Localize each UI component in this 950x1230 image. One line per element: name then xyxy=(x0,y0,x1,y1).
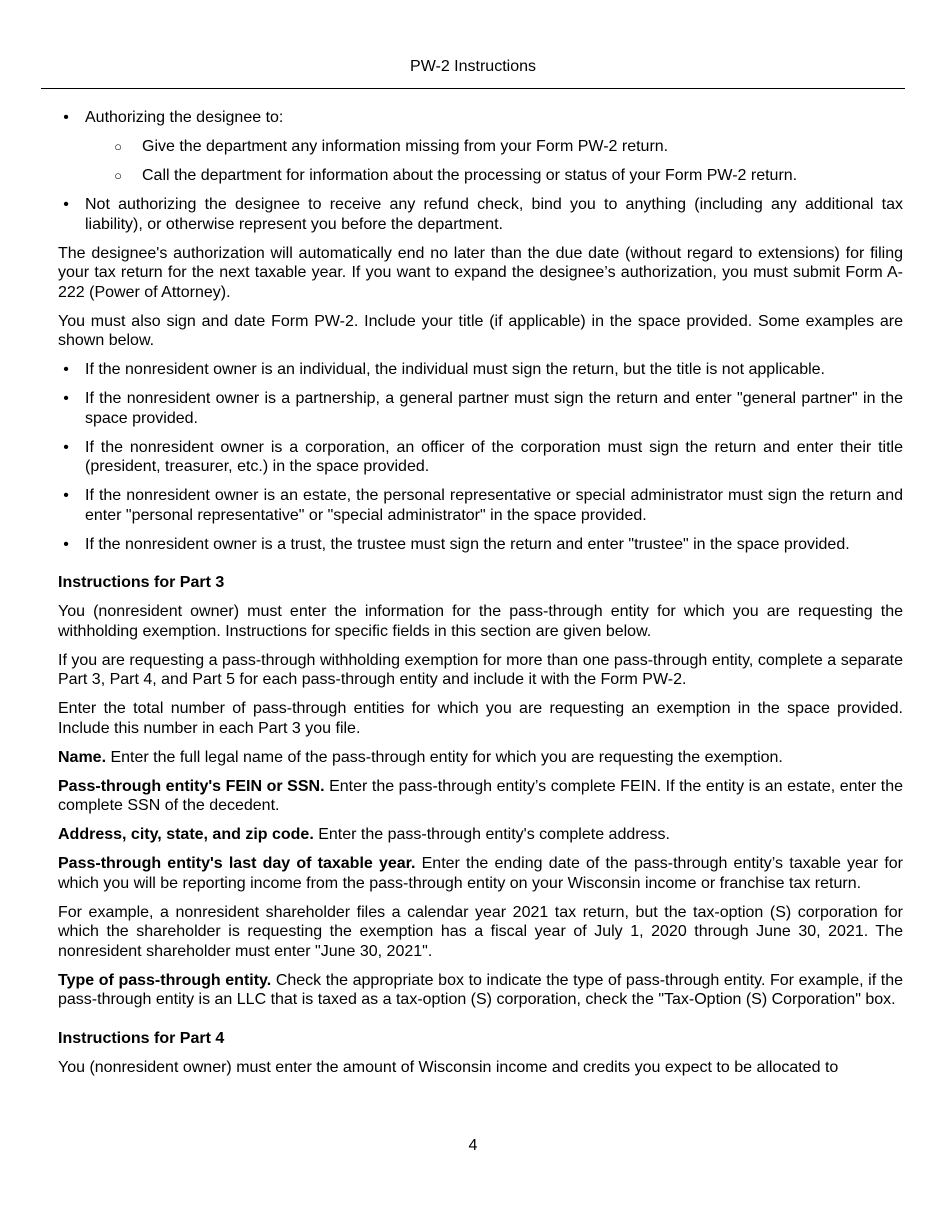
bullet-icon: • xyxy=(63,196,69,213)
circle-bullet-icon: ○ xyxy=(114,168,122,183)
bullet-icon: • xyxy=(63,109,69,126)
list-item-text: If the nonresident owner is a trust, the trustee must sign the return and enter "trustee" in the space provided. xyxy=(85,535,850,553)
part4-heading: Instructions for Part 4 xyxy=(58,1029,225,1047)
list-item-text: Not authorizing the designee to receive any refund check, bind you to anything (including any additional tax liability), or otherwise represent you before the department. xyxy=(85,196,903,233)
sign-and-date-paragraph: You must also sign and date Form PW-2. Include your title (if applicable) in the space provided. Some examples are shown below. xyxy=(58,312,903,349)
entity-type-field-text: Check the appropriate box to indicate the type of pass-through entity. For example, if the pass-through entity is an LLC that is taxed as a tax-option (S) corporation, check the "Tax-Option (S) Corporation" box. xyxy=(58,971,903,1008)
list-item-text: If the nonresident owner is a corporation, an officer of the corporation must sign the return and enter their title (president, treasurer, etc.) in the space provided. xyxy=(85,438,903,475)
list-item xyxy=(58,360,903,380)
circle-bullet-icon: ○ xyxy=(114,139,122,154)
header-divider xyxy=(41,88,905,89)
list-item xyxy=(58,108,903,186)
example-paragraph: For example, a nonresident shareholder files a calendar year 2021 tax return, but the tax-option (S) corporation for which the shareholder is requesting the exemption has a fiscal year of July 1, 2020 through June 30, 2021. The nonresident shareholder must enter "June 30, 2021". xyxy=(58,903,903,960)
address-field-label: Address, city, state, and zip code. xyxy=(58,826,314,843)
list-item-text: If the nonresident owner is a partnership, a general partner must sign the return and enter "general partner" in the space provided. xyxy=(85,390,903,427)
list-item xyxy=(58,438,903,477)
address-field-paragraph xyxy=(58,825,903,845)
list-item-text: Call the department for information about the processing or status of your Form PW-2 return. xyxy=(142,167,798,184)
part3-heading: Instructions for Part 3 xyxy=(58,574,225,591)
list-item-text: Give the department any information missing from your Form PW-2 return. xyxy=(142,138,669,155)
bullet-icon: • xyxy=(63,535,69,553)
part4-intro-paragraph: You (nonresident owner) must enter the amount of Wisconsin income and credits you expect to be allocated to xyxy=(58,1058,839,1076)
part3-intro-paragraph: You (nonresident owner) must enter the information for the pass-through entity for which you are requesting the withholding exemption. Instructions for specific fields in this section are given below. xyxy=(58,603,903,640)
document-body xyxy=(58,108,903,1087)
entity-type-field-label: Type of pass-through entity. xyxy=(58,971,272,989)
bullet-icon: • xyxy=(63,361,69,378)
list-item xyxy=(58,195,903,234)
designee-sub-list xyxy=(85,137,903,186)
address-field-text: Enter the pass-through entity's complete address. xyxy=(313,826,670,843)
bullet-icon: • xyxy=(63,390,69,407)
authorization-end-paragraph: The designee's authorization will automatically end no later than the due date (without regard to extensions) for filing your tax return for the next taxable year. If you want to expand the designee’s authorization, you must submit Form A-222 (Power of Attorney). xyxy=(58,244,903,301)
bullet-icon: • xyxy=(63,487,69,504)
list-item xyxy=(58,137,903,157)
signer-examples-list xyxy=(58,360,903,554)
last-day-field-text: Enter the ending date of the pass-through entity’s taxable year for which you will be reporting income from the pass-through entity on your Wisconsin income or franchise tax return. xyxy=(58,855,903,892)
page-header-title: PW-2 Instructions xyxy=(410,58,536,75)
entity-type-field-paragraph xyxy=(58,971,903,1010)
list-item xyxy=(58,535,903,555)
fein-field-label: Pass-through entity's FEIN or SSN. xyxy=(58,777,325,795)
fein-field-text: Enter the pass-through entity’s complete FEIN. If the entity is an estate, enter the complete SSN of the decedent. xyxy=(58,777,903,814)
bullet-icon: • xyxy=(63,438,69,456)
list-item-text: If the nonresident owner is an individual, the individual must sign the return, but the title is not applicable. xyxy=(85,361,825,378)
part3-multiple-entities-paragraph: If you are requesting a pass-through withholding exemption for more than one pass-through entity, complete a separate Part 3, Part 4, and Part 5 for each pass-through entity and include it with the Form PW-2. xyxy=(58,651,903,688)
designee-list xyxy=(58,108,903,234)
name-field-text: Enter the full legal name of the pass-through entity for which you are requesting the exemption. xyxy=(106,748,783,766)
part3-total-number-paragraph: Enter the total number of pass-through entities for which you are requesting an exemption in the space provided. Include this number in each Part 3 you file. xyxy=(58,700,903,737)
list-item xyxy=(58,389,903,428)
name-field-paragraph xyxy=(58,748,903,768)
list-item xyxy=(58,486,903,525)
list-item-text: If the nonresident owner is an estate, the personal representative or special administrator must sign the return and enter "personal representative" or "special administrator" in the space provided. xyxy=(85,487,903,524)
page-number: 4 xyxy=(468,1137,478,1154)
last-day-field-paragraph xyxy=(58,854,903,893)
fein-field-paragraph xyxy=(58,777,903,816)
name-field-label: Name. xyxy=(58,748,107,766)
list-item xyxy=(58,166,903,186)
last-day-field-label: Pass-through entity's last day of taxable year. xyxy=(58,855,416,872)
list-item-text: Authorizing the designee to: xyxy=(85,109,284,126)
